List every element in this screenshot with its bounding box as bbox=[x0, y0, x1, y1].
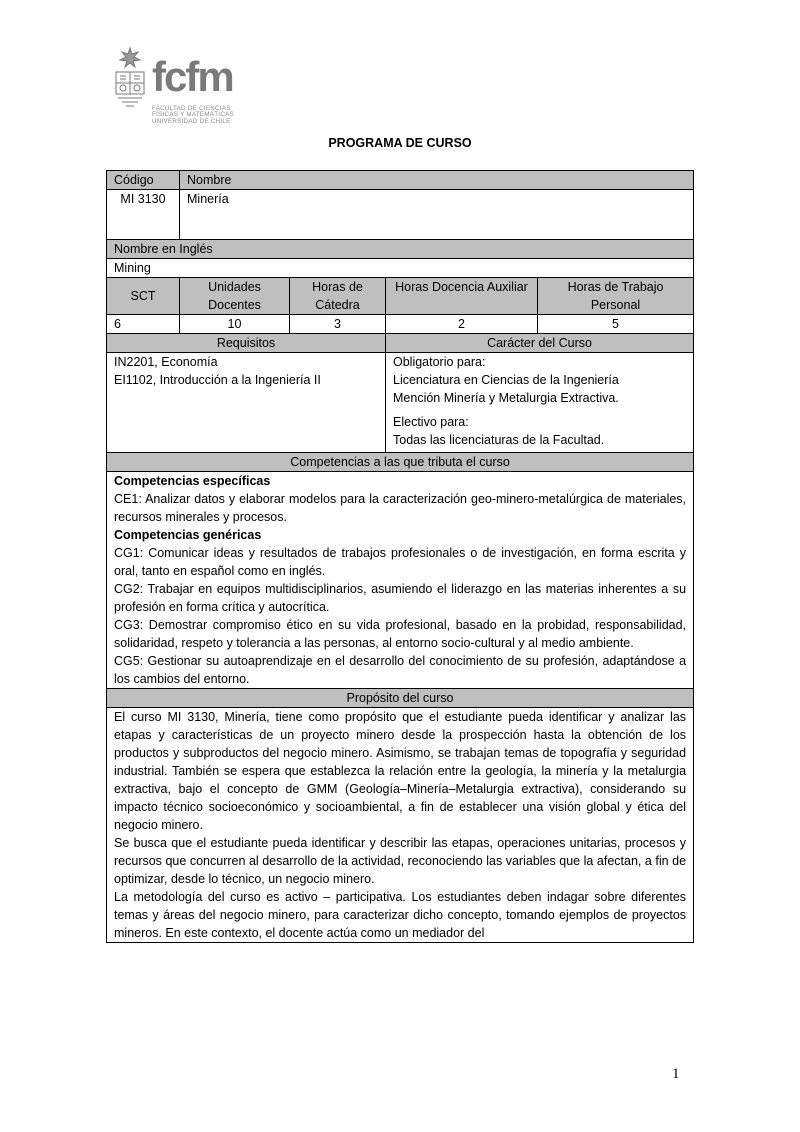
purpose-paragraph: El curso MI 3130, Minería, tiene como propósito que el estudiante pueda identificar y analizar las etapas y características de un proyecto minero desde la prospección hasta la obtención de los productos y subproductos del negocio minero. Asimismo, se trabajan temas de topografía y seguridad industrial. También se espera que establezca la relación entre la geología, la minería y la metalurgia extractiva, bajo el concepto de GMM (Geología–Minería–Metalurgia extractiva), considerando su impacto técnico socioeconómico y socioambiental, a fin de establecer una visión global y ética del negocio minero. bbox=[114, 710, 687, 832]
requirements-list bbox=[107, 353, 386, 453]
document-title: PROGRAMA DE CURSO bbox=[328, 136, 472, 150]
elective-text: Todas las licenciaturas de la Facultad. bbox=[393, 433, 605, 447]
requirement-item: EI1102, Introducción a la Ingeniería II bbox=[114, 373, 321, 387]
competency-item: CG5: Gestionar su autoaprendizaje en el desarrollo del conocimiento de su profesión, adaptándose a los cambios del entorno. bbox=[114, 654, 687, 686]
requirement-item: IN2201, Economía bbox=[114, 355, 218, 369]
competencies-section bbox=[107, 472, 694, 689]
faculty-line: UNIVERSIDAD DE CHILE bbox=[152, 117, 231, 125]
hours-value: 6 bbox=[107, 315, 180, 334]
purpose-label: Propósito del curso bbox=[107, 689, 694, 708]
course-code: MI 3130 bbox=[107, 190, 180, 240]
english-name: Mining bbox=[107, 259, 694, 278]
competencies-label: Competencias a las que tributa el curso bbox=[107, 453, 694, 472]
hours-header: Horas de Cátedra bbox=[290, 278, 386, 315]
hours-value: 3 bbox=[290, 315, 386, 334]
hours-header: Horas de Trabajo Personal bbox=[538, 278, 694, 315]
english-name-label: Nombre en Inglés bbox=[107, 240, 694, 259]
competency-item: CG3: Demostrar compromiso ético en su vida profesional, basado en la probidad, responsabilidad, solidaridad, respeto y tolerancia a las personas, al entorno socio-cultural y al medio ambiente. bbox=[114, 618, 687, 650]
faculty-line: FACULTAD DE CIENCIAS bbox=[152, 105, 231, 112]
hours-value: 5 bbox=[538, 315, 694, 334]
elective-label: Electivo para: bbox=[393, 415, 469, 429]
university-crest-icon bbox=[112, 46, 148, 112]
fcfm-logo bbox=[112, 46, 252, 132]
course-name: Minería bbox=[180, 190, 694, 240]
purpose-paragraph: Se busca que el estudiante pueda identificar y describir las etapas, operaciones unitarias, procesos y recursos que concurren al desarrollo de la actividad, reconociendo las variables que la afectan, a fin de optimizar, desde lo técnico, un negocio minero. bbox=[114, 836, 687, 886]
competency-item: CG1: Comunicar ideas y resultados de trabajos profesionales o de investigación, en forma escrita y oral, tanto en español como en inglés. bbox=[114, 546, 687, 578]
mandatory-line: Licenciatura en Ciencias de la Ingeniería bbox=[393, 373, 619, 387]
specific-competencies-title: Competencias específicas bbox=[114, 474, 271, 488]
faculty-line: FÍSICAS Y MATEMÁTICAS bbox=[152, 111, 234, 119]
hours-header: SCT bbox=[107, 278, 180, 315]
logo-brand: fcfm bbox=[152, 53, 233, 100]
requirements-label: Requisitos bbox=[107, 334, 386, 353]
character-details bbox=[386, 353, 694, 453]
purpose-paragraph: La metodología del curso es activo – participativa. Los estudiantes deben indagar sobre diferentes temas y áreas del negocio minero, para caracterizar dicho concepto, tomando ejemplos de proyectos mineros. En este contexto, el docente actúa como un mediador del bbox=[114, 890, 687, 940]
mandatory-line: Mención Minería y Metalurgia Extractiva. bbox=[393, 391, 619, 405]
purpose-section bbox=[107, 708, 694, 943]
competency-item: CG2: Trabajar en equipos multidisciplinarios, asumiendo el liderazgo en las materias inherentes a su profesión en forma crítica y autocrítica. bbox=[114, 582, 687, 614]
page-number: 1 bbox=[672, 1066, 680, 1082]
faculty-name bbox=[152, 106, 252, 125]
code-label: Código bbox=[107, 171, 180, 190]
course-program-table bbox=[106, 170, 694, 943]
hours-value: 2 bbox=[386, 315, 538, 334]
mandatory-label: Obligatorio para: bbox=[393, 355, 486, 369]
generic-competencies-title: Competencias genéricas bbox=[114, 528, 262, 542]
character-label: Carácter del Curso bbox=[386, 334, 694, 353]
name-label: Nombre bbox=[180, 171, 694, 190]
hours-header: Horas Docencia Auxiliar bbox=[386, 278, 538, 315]
competency-item: CE1: Analizar datos y elaborar modelos para la caracterización geo-minero-metalúrgica de materiales, recursos minerales y procesos. bbox=[114, 492, 687, 524]
hours-header: Unidades Docentes bbox=[180, 278, 290, 315]
hours-value: 10 bbox=[180, 315, 290, 334]
